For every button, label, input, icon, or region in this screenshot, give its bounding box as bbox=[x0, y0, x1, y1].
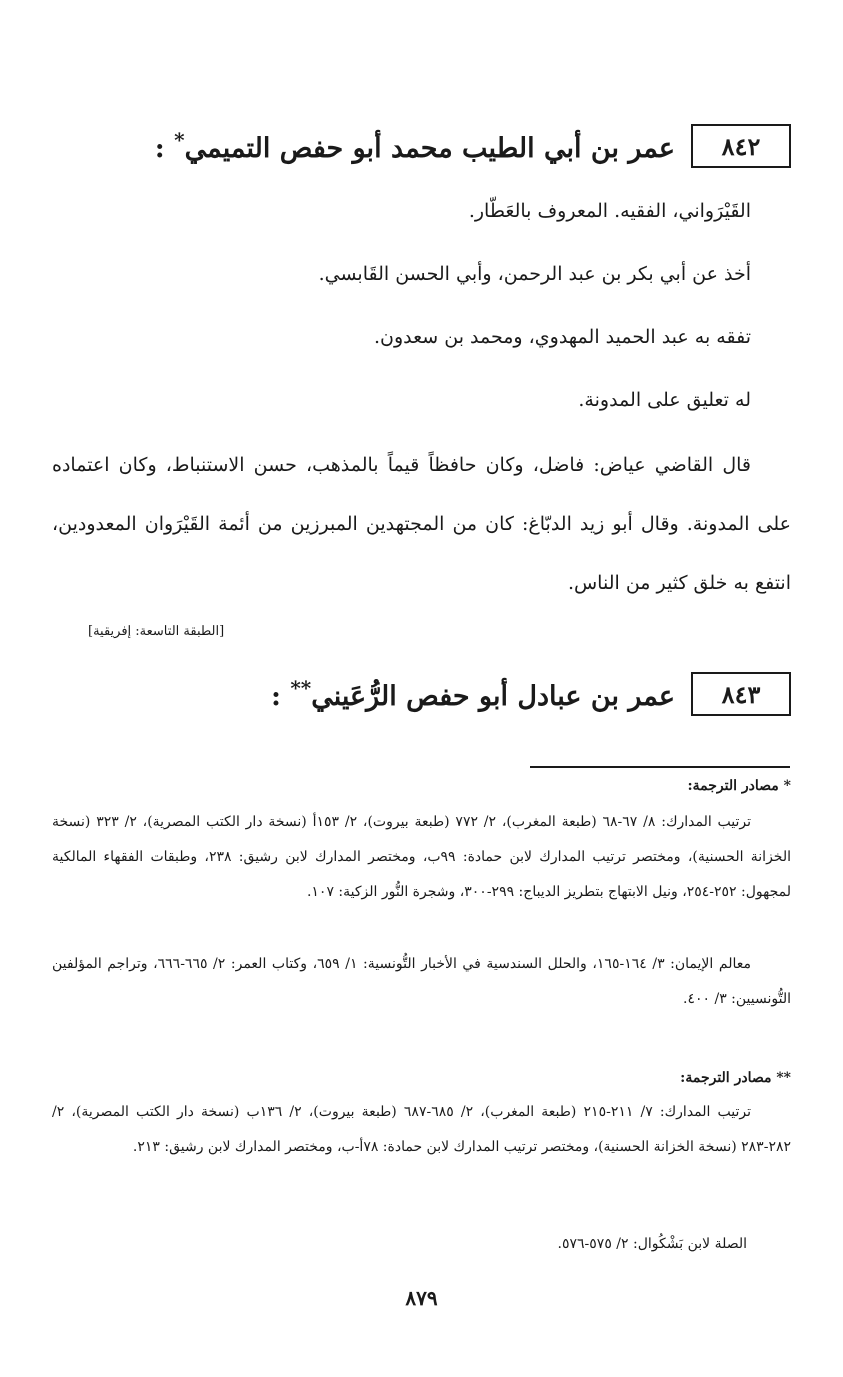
entry-842-line-3: تفقه به عبد الحميد المهدوي، ومحمد بن سعدون. bbox=[373, 326, 751, 348]
entry-843-colon: : bbox=[270, 681, 281, 712]
footnote-1-paragraph-1 bbox=[52, 805, 791, 910]
footnote-2-line: الصلة لابن بَشْكُوال: ٢/ ٥٧٥-٥٧٦. bbox=[557, 1236, 747, 1252]
page-number: ٨٧٩ bbox=[405, 1286, 438, 1310]
tabaqa-note: [الطبقة التاسعة: إفريقية] bbox=[88, 624, 225, 639]
footnote-1-paragraph-2-text: معالم الإيمان: ٣/ ١٦٤-١٦٥، والحلل السندسية في الأخبار التُّونسية: ١/ ٦٥٩، وكتاب العمر: ٢/ ٦٦٥-٦٦٦، وتراجم المؤلفين التُّونسيين: ٣/ ٤٠٠. bbox=[52, 956, 791, 1007]
entry-842-title bbox=[155, 128, 675, 164]
footnote-1-paragraph-2 bbox=[52, 947, 791, 1017]
entry-842-line-1: القَيْرَواني، الفقيه. المعروف بالعَطّار. bbox=[468, 200, 751, 222]
entry-843-title bbox=[271, 676, 675, 712]
entry-843-title-text: عمر بن عبادل أبو حفص الرُّعَيني bbox=[311, 681, 675, 712]
footnote-1-paragraph-1-text: ترتيب المدارك: ٨/ ٦٧-٦٨ (طبعة المغرب)، ٢/ ٧٧٢ (طبعة بيروت)، ٢/ ١٥٣أ (نسخة دار الكتب المصرية)، ٢/ ٣٢٣ (نسخة الخزانة الحسنية)، ومختصر ترتيب المدارك لابن حمادة: ٩٩ب، ومختصر المدارك لابن رشيق: ٢٣٨، وطبقات الفقهاء المالكية لمجهول: ٢٥٢-٢٥٤، ونيل الابتهاج بتطريز الديباج: ٢٩٩-٣٠٠، وشجرة النُّور الزكية: ١٠٧. bbox=[52, 814, 791, 900]
footnote-2-paragraph-1-text: ترتيب المدارك: ٧/ ٢١١-٢١٥ (طبعة المغرب)، ٢/ ٦٨٥-٦٨٧ (طبعة بيروت)، ٢/ ١٣٦ب (نسخة دار الكتب المصرية)، ٢/ ٢٨٢-٢٨٣ (نسخة الخزانة الحسنية)، ومختصر ترتيب المدارك لابن حمادة: ٧٨أ-ب، ومختصر المدارك لابن رشيق: ٢١٣. bbox=[52, 1104, 791, 1155]
footnote-2-paragraph-1 bbox=[52, 1095, 791, 1165]
entry-842-title-text: عمر بن أبي الطيب محمد أبو حفص التميمي bbox=[184, 133, 675, 164]
entry-843-number: ٨٤٣ bbox=[691, 672, 791, 716]
entry-842-line-4: له تعليق على المدونة. bbox=[578, 389, 751, 411]
entry-843-heading bbox=[271, 672, 791, 716]
entry-842-line-2: أخذ عن أبي بكر بن عبد الرحمن، وأبي الحسن القَابسي. bbox=[318, 263, 751, 285]
entry-843-footnote-mark: ** bbox=[290, 676, 312, 700]
entry-842-paragraph bbox=[52, 436, 791, 613]
footnote-1-label: * مصادر الترجمة: bbox=[687, 778, 791, 794]
footnote-separator bbox=[530, 766, 790, 768]
entry-842-footnote-mark: * bbox=[174, 128, 185, 152]
entry-842-paragraph-text: قال القاضي عياض: فاضل، وكان حافظاً قيماً بالمذهب، حسن الاستنباط، وكان اعتماده على المدونة. وقال أبو زيد الدبّاغ: كان من المجتهدين المبرزين من أئمة القَيْرَوان المعدودين، انتفع به خلق كثير من الناس. bbox=[52, 454, 791, 594]
entry-842-number: ٨٤٢ bbox=[691, 124, 791, 168]
entry-842-heading bbox=[155, 124, 791, 168]
entry-842-colon: : bbox=[154, 133, 165, 164]
footnote-2-label: ** مصادر الترجمة: bbox=[680, 1070, 791, 1086]
